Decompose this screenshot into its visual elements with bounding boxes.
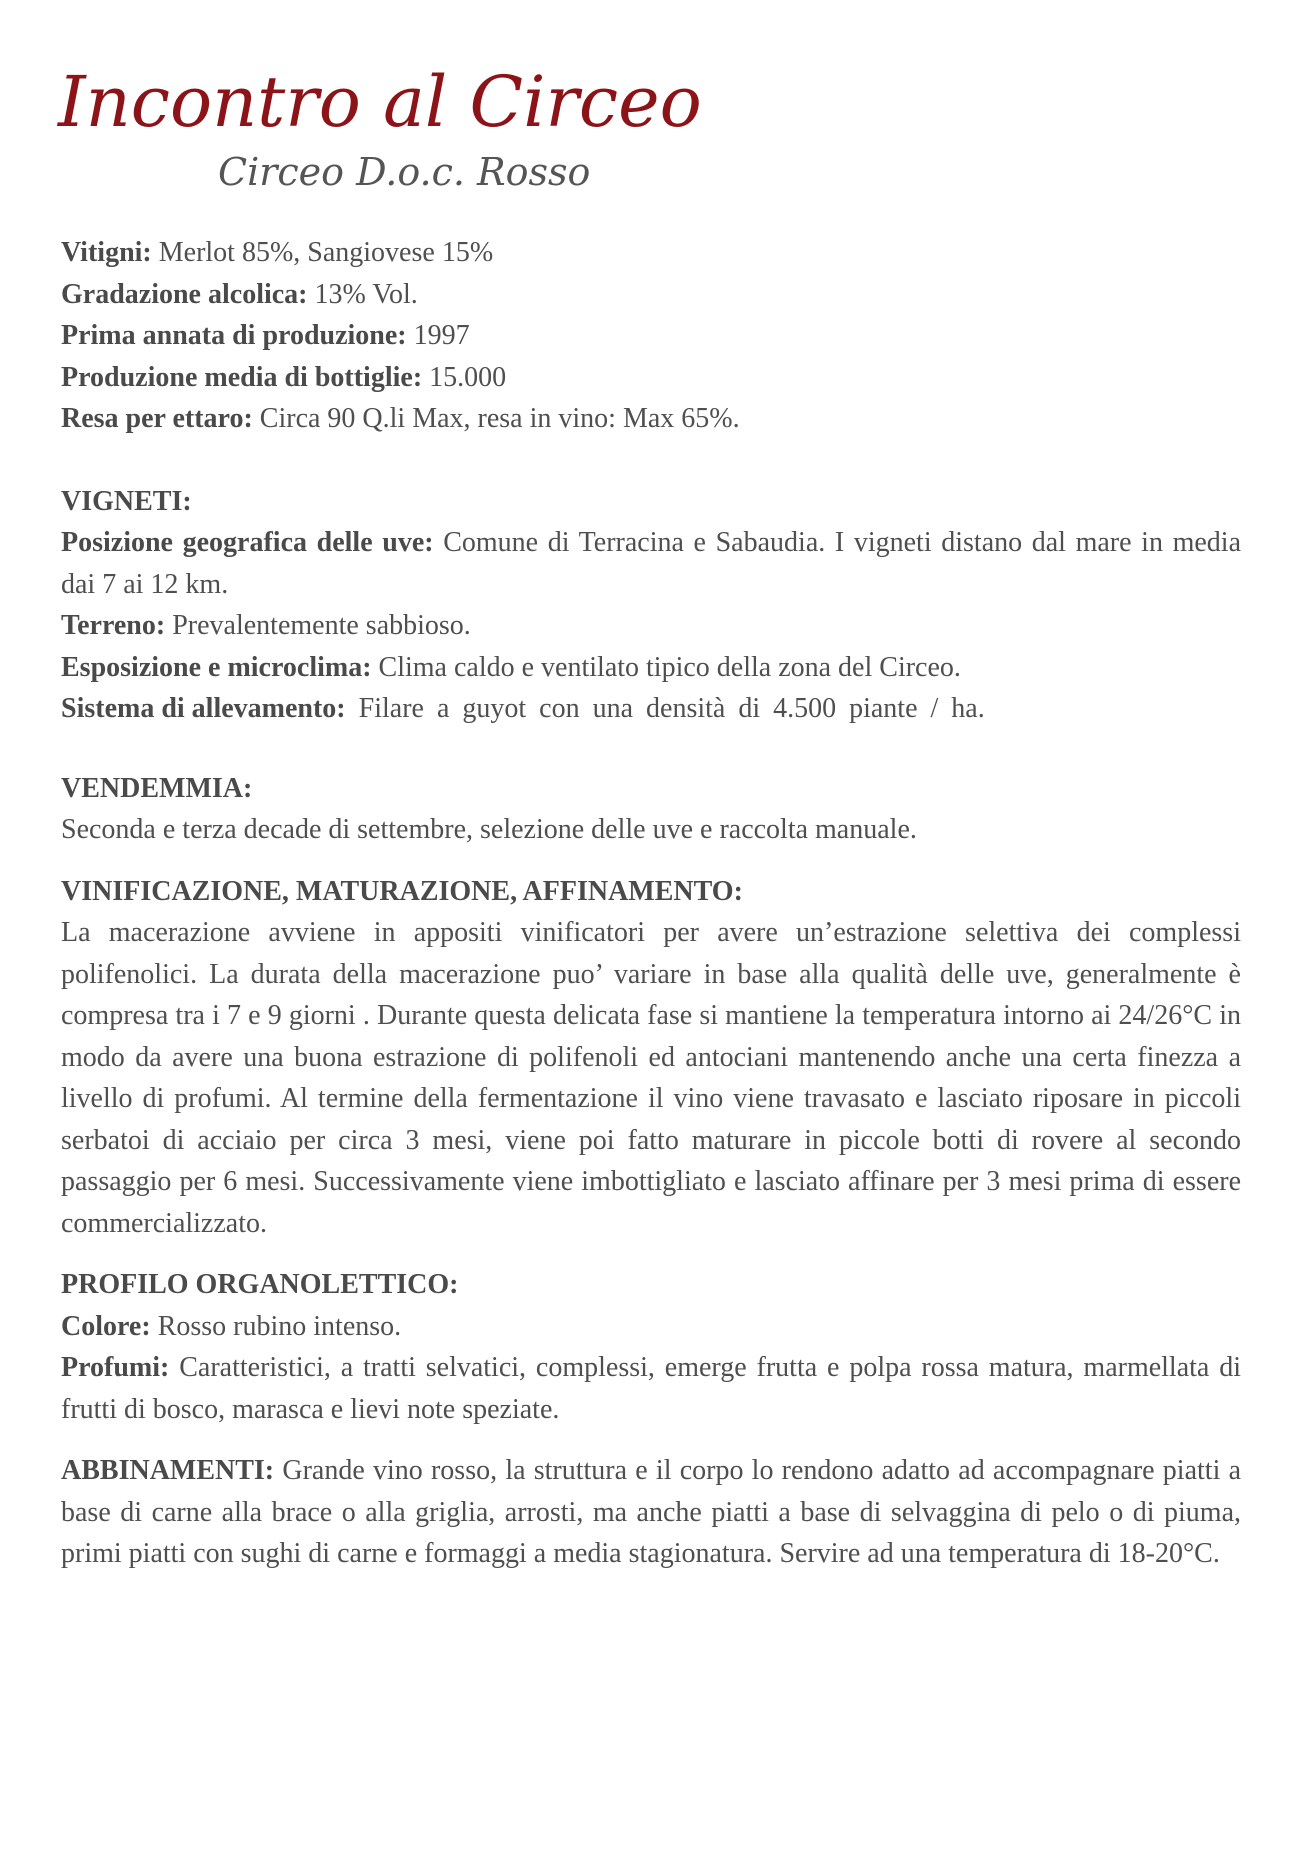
spec-produzione xyxy=(61,357,1241,399)
section-spacer xyxy=(61,1244,1241,1264)
vinificazione-section xyxy=(61,871,1241,1245)
field-label: Profumi: xyxy=(61,1352,170,1383)
profilo-section xyxy=(61,1264,1241,1430)
vigneti-sistema xyxy=(61,688,1241,730)
spec-resa xyxy=(61,398,1241,440)
abbinamenti-section xyxy=(61,1450,1241,1575)
spec-label: Produzione media di bottiglie: xyxy=(61,361,423,393)
spec-value: 13% Vol. xyxy=(314,278,418,310)
spec-value: 1997 xyxy=(413,320,470,351)
spec-value: Merlot 85%, Sangiovese 15% xyxy=(158,237,494,268)
spec-label: Vitigni: xyxy=(61,237,152,268)
profilo-profumi xyxy=(61,1347,1241,1430)
field-value: Caratteristici, a tratti selvatici, complessi, emerge frutta e polpa rossa matura, marmellata di frutti di bosco, marasca e lievi note speziate. xyxy=(61,1352,1241,1425)
vigneti-posizione xyxy=(61,522,1241,605)
section-heading-profilo: PROFILO ORGANOLETTICO: xyxy=(61,1269,459,1300)
spec-label: Resa per ettaro: xyxy=(61,403,253,434)
spec-prima-annata xyxy=(61,315,1241,357)
section-spacer xyxy=(61,1430,1241,1450)
field-label: Colore: xyxy=(61,1310,151,1342)
section-heading-vigneti: VIGNETI: xyxy=(61,485,192,517)
section-spacer xyxy=(61,851,1241,871)
spec-label: Prima annata di produzione: xyxy=(61,320,407,351)
vigneti-section xyxy=(61,481,1241,730)
section-heading-abbinamenti: ABBINAMENTI: xyxy=(61,1455,275,1486)
brand-logo-title: Incontro al Circeo xyxy=(58,61,702,143)
spec-vitigni xyxy=(61,232,1241,274)
vinificazione-text: La macerazione avviene in appositi vinificatori per avere un’estrazione selettiva dei complessi polifenolici. La durata della macerazione puo’ variare in base alla qualità delle uve, generalmente è compresa tra i 7 e 9 giorni . Durante questa delicata fase si mantiene la temperatura intorno ai 24/26°C in modo da avere una buona estrazione di polifenoli ed antociani mantenendo anche una certa finezza a livello di profumi. Al termine della fermentazione il vino viene travasato e lasciato riposare in piccoli serbatoi di acciaio per circa 3 mesi, viene poi fatto maturare in piccole botti di rovere al secondo passaggio per 6 mesi. Successivamente viene imbottigliato e lasciato affinare per 3 mesi prima di essere commercializzato. xyxy=(61,917,1241,1239)
section-heading-vinificazione: VINIFICAZIONE, MATURAZIONE, AFFINAMENTO: xyxy=(61,875,743,907)
brand-logo-subtitle: Circeo D.o.c. Rosso xyxy=(218,150,591,194)
field-value: Filare a guyot con una densità di 4.500 piante / ha. xyxy=(358,693,985,724)
spec-label: Gradazione alcolica: xyxy=(61,278,308,310)
abbinamenti-text xyxy=(61,1450,1241,1575)
wine-details xyxy=(61,232,1241,1575)
field-label: Sistema di allevamento: xyxy=(61,693,346,724)
spec-value: Circa 90 Q.li Max, resa in vino: Max 65%. xyxy=(259,403,740,434)
field-label: Posizione geografica delle uve: xyxy=(61,527,434,558)
section-spacer xyxy=(61,440,1241,481)
spec-gradazione xyxy=(61,274,1241,316)
field-value: Prevalentemente sabbioso. xyxy=(172,610,471,641)
field-value: Rosso rubino intenso. xyxy=(157,1310,402,1342)
field-label: Terreno: xyxy=(61,610,166,641)
field-value: Clima caldo e ventilato tipico della zona del Circeo. xyxy=(378,651,961,683)
section-spacer xyxy=(61,730,1241,768)
vigneti-terreno xyxy=(61,605,1241,647)
field-label: Esposizione e microclima: xyxy=(61,651,372,683)
vigneti-esposizione xyxy=(61,647,1241,689)
field-value: Comune di Terracina e Sabaudia. I vigneti distano dal mare in media dai 7 ai 12 km. xyxy=(61,527,1242,600)
specs-section xyxy=(61,232,1241,440)
vendemmia-section xyxy=(61,768,1241,851)
profilo-colore xyxy=(61,1306,1241,1348)
vendemmia-text: Seconda e terza decade di settembre, selezione delle uve e raccolta manuale. xyxy=(61,814,917,845)
field-value: Grande vino rosso, la struttura e il corpo lo rendono adatto ad accompagnare piatti a base di carne alla brace o alla griglia, arrosti, ma anche piatti a base di selvaggina di pelo o di piuma, primi piatti con sughi di carne e formaggi a media stagionatura. Servire ad una temperatura di 18-20°C. xyxy=(61,1455,1241,1569)
section-heading-vendemmia: VENDEMMIA: xyxy=(61,772,253,804)
spec-value: 15.000 xyxy=(429,361,507,393)
